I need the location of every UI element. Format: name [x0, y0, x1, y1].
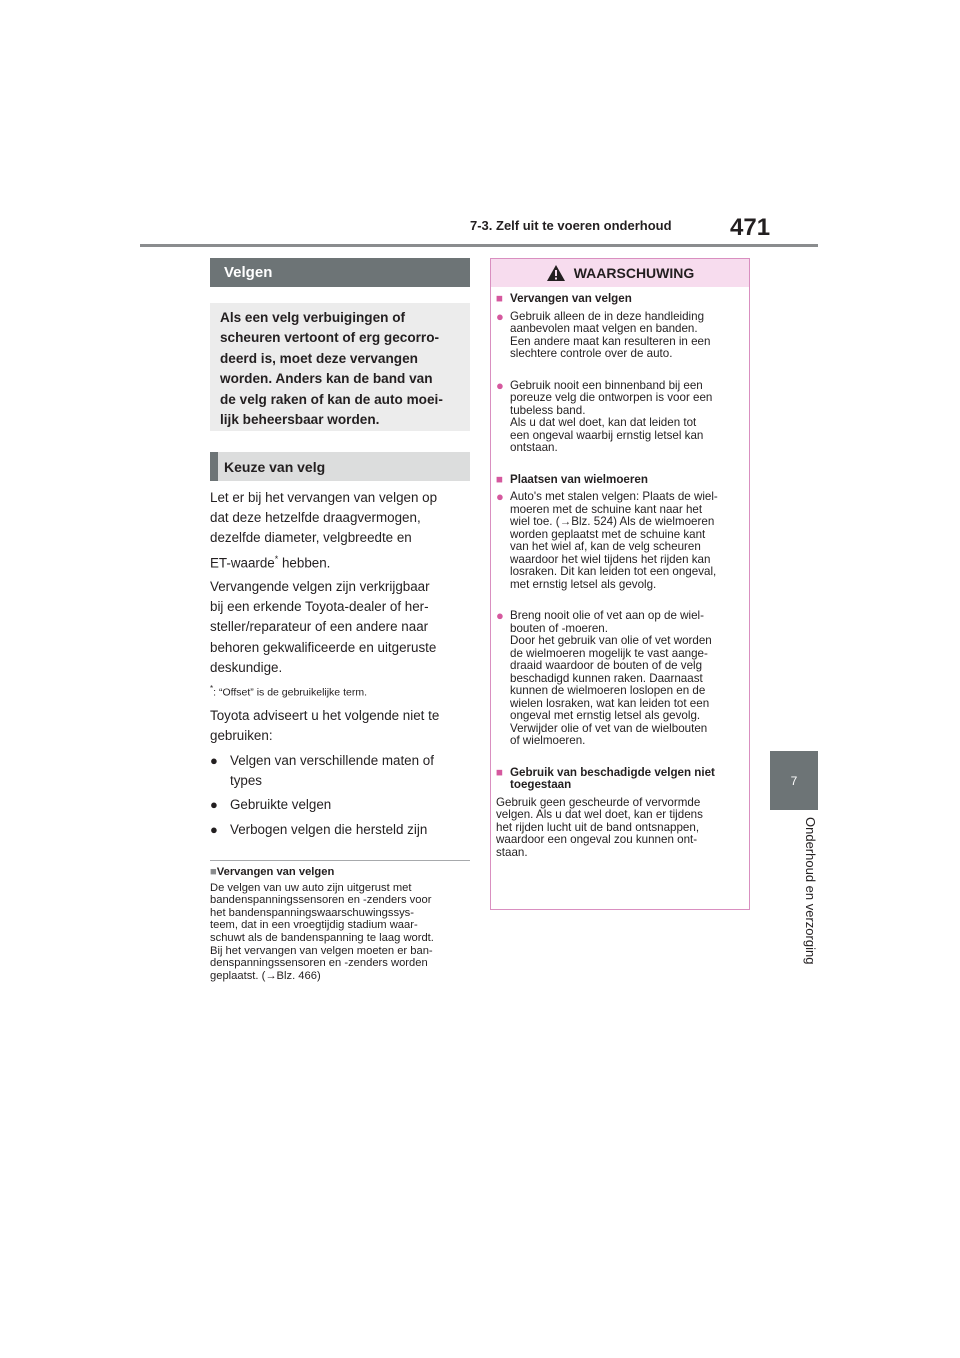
note-title — [210, 866, 472, 879]
warning-line: moeren met de schuine kant naar het — [510, 502, 703, 516]
bullet-text: types — [230, 773, 263, 789]
warning-line: waardoor het wiel tijdens het rijden kan — [510, 552, 711, 566]
warning-line: Een andere maat kan resulteren in een — [510, 334, 711, 348]
section-header: 7-3. Zelf uit te voeren onderhoud — [470, 218, 672, 233]
warning-header — [491, 259, 749, 287]
warning-line: de wielmoeren mogelijk te vast aange- — [510, 646, 708, 660]
warning-line: ongeval met ernstig letsel als gevolg. — [510, 709, 701, 722]
chapter-label — [800, 817, 820, 977]
footnote-text: : “Offset” is de gebruikelijke term. — [213, 686, 367, 699]
warning-line: van het wiel af, kan de velg scheuren — [510, 540, 701, 553]
warning-section-title-text: Vervangen van velgen — [510, 292, 632, 305]
note-line: denspanningssensoren en -zenders worden — [210, 957, 428, 970]
list-item — [210, 751, 472, 791]
note-line: De velgen van uw auto zijn uitgerust met — [210, 881, 412, 894]
text-line: Vervangende velgen zijn verkrijgbaar — [210, 579, 430, 594]
paragraph-1 — [210, 488, 472, 573]
bullet-list — [210, 751, 472, 844]
intro-line: lijk beheersbaar worden. — [220, 412, 380, 428]
warning-item — [496, 610, 743, 748]
warning-line: losraken. Dit kan leiden tot een ongeval, — [510, 565, 717, 578]
warning-title: WAARSCHUWING — [573, 265, 695, 281]
warning-section-title — [496, 293, 743, 306]
note-line: het bandenspanningswaarschuwingssys- — [210, 906, 414, 919]
warning-item — [496, 308, 743, 361]
warning-line: Door het gebruik van olie of vet worden — [510, 634, 712, 647]
warning-triangle-icon — [546, 264, 566, 282]
warning-line: Breng nooit olie of vet aan op de wiel- — [510, 609, 704, 622]
note-block — [210, 866, 472, 982]
warning-line: het rijden lucht uit de band ontsnappen, — [496, 820, 700, 834]
warning-line: Als u dat wel doet, kan dat leiden tot — [510, 416, 697, 429]
footnote-ref: * — [274, 553, 279, 564]
warning-line: een ongeval waarbij ernstig letsel kan — [510, 428, 704, 442]
warning-line: Gebruik geen gescheurde of vervormde — [496, 795, 701, 809]
bullet-text: Verbogen velgen die hersteld zijn — [230, 821, 428, 837]
warning-line: worden geplaatst met de schuine kant — [510, 527, 706, 541]
text-line: gebruiken: — [210, 728, 273, 744]
et-waarde-text: ET-waarde — [210, 555, 275, 571]
paragraph-2 — [210, 577, 472, 678]
list-item — [210, 820, 472, 840]
warning-line: Verwijder olie of vet van de wielbouten — [510, 721, 708, 735]
paragraph-3 — [210, 706, 472, 746]
text-line: behoren gekwalificeerde en uitgeruste — [210, 639, 437, 655]
text-line: bij een erkende Toyota-dealer of her- — [210, 599, 429, 615]
bullet-text: Velgen van verschillende maten of — [230, 753, 434, 768]
note-title-text: Vervangen van velgen — [216, 866, 335, 878]
bullet-icon: ● — [210, 753, 218, 768]
list-item — [210, 795, 472, 815]
note-line: Bij het vervangen van velgen moeten er ban- — [210, 944, 433, 957]
intro-line: Als een velg verbuigingen of — [220, 310, 406, 325]
note-line: schuwt als de bandenspanning te laag wordt. — [210, 931, 434, 944]
warning-line: poreuze velg die ontworpen is voor een — [510, 391, 713, 404]
square-marker-icon: ■ — [210, 866, 217, 878]
warning-line: Gebruik nooit een binnenband bij een — [510, 378, 703, 392]
intro-line: de velg raken of kan de auto moei- — [220, 391, 443, 407]
warning-section-title-text: toegestaan — [510, 778, 572, 791]
square-marker-icon: ■ — [496, 472, 504, 486]
text-line: dezelfde diameter, velgbreedte en — [210, 530, 412, 546]
header-rule — [140, 244, 818, 247]
warning-section-title-text: Plaatsen van wielmoeren — [510, 472, 648, 486]
warning-line: met ernstig letsel als gevolg. — [510, 577, 657, 591]
note-line: teem, dat in een vroegtijdig stadium waar- — [210, 919, 418, 932]
text-line-last — [210, 549, 472, 574]
note-divider — [210, 860, 470, 861]
intro-box — [210, 303, 470, 431]
footnote — [210, 684, 472, 699]
note-line: bandenspanningssensoren en -zenders voor — [210, 894, 432, 907]
circle-marker-icon: ● — [496, 377, 504, 393]
chapter-tab: 7 — [770, 751, 818, 810]
circle-marker-icon: ● — [496, 489, 504, 504]
bullet-text: Gebruikte velgen — [230, 797, 332, 813]
text-line: steller/reparateur of een andere naar — [210, 619, 429, 635]
warning-line: kunnen de wielmoeren loslopen en de — [510, 684, 706, 697]
warning-line: staan. — [496, 845, 528, 859]
warning-line: ontstaan. — [510, 441, 558, 454]
square-marker-icon: ■ — [496, 292, 504, 305]
warning-line: wiel toe. (→Blz. 524) Als de wielmoeren — [510, 515, 715, 528]
text-line: Toyota adviseert u het volgende niet te — [210, 708, 440, 723]
text-line: dat deze hetzelfde draagvermogen, — [210, 510, 421, 526]
circle-marker-icon: ● — [496, 308, 504, 324]
warning-line: Auto's met stalen velgen: Plaats de wiel- — [510, 490, 718, 503]
text-end: hebben. — [278, 555, 331, 571]
warning-box — [490, 258, 750, 910]
intro-line: deerd is, moet deze vervangen — [220, 350, 418, 366]
footnote-mark: * — [210, 684, 214, 693]
note-line: geplaatst. (→Blz. 466) — [210, 969, 321, 982]
warning-line: aanbevolen maat velgen en banden. — [510, 322, 698, 335]
warning-line: tubeless band. — [510, 403, 586, 417]
square-marker-icon: ■ — [496, 765, 504, 779]
circle-marker-icon: ● — [496, 608, 504, 623]
warning-body — [491, 287, 749, 859]
text-line: Let er bij het vervangen van velgen op — [210, 490, 438, 505]
warning-line: beschadigd kunnen raken. Daarnaast — [510, 671, 703, 685]
chapter-label-text: Onderhoud en verzorging — [803, 817, 818, 965]
warning-line: velgen. Als u dat wel doet, kan er tijdens — [496, 808, 703, 821]
section-title-bar: Velgen — [210, 258, 470, 287]
text-line: deskundige. — [210, 659, 283, 675]
bullet-icon: ● — [210, 797, 218, 813]
warning-item — [496, 377, 743, 455]
warning-line: of wielmoeren. — [510, 734, 586, 747]
warning-section-title — [496, 767, 743, 792]
warning-line: Gebruik alleen de in deze handleiding — [510, 309, 705, 323]
page-number: 471 — [730, 214, 771, 241]
warning-line: waardoor een ongeval zou kunnen ont- — [496, 833, 698, 846]
warning-line: slechtere controle over de auto. — [510, 347, 673, 360]
warning-line: draaid waardoor de bouten of de velg — [510, 659, 703, 672]
intro-line: scheuren vertoont of erg gecorro- — [220, 330, 440, 346]
bullet-icon: ● — [210, 821, 218, 837]
warning-paragraph — [496, 797, 743, 860]
warning-line: bouten of -moeren. — [510, 621, 608, 635]
subsection-title-bar: Keuze van velg — [210, 452, 470, 481]
intro-line: worden. Anders kan de band van — [220, 371, 433, 387]
warning-line: wielen losraken, wat kan leiden tot een — [510, 696, 710, 710]
warning-item — [496, 491, 743, 591]
warning-section-title-text: Gebruik van beschadigde velgen niet — [510, 765, 715, 779]
warning-section-title — [496, 474, 743, 487]
